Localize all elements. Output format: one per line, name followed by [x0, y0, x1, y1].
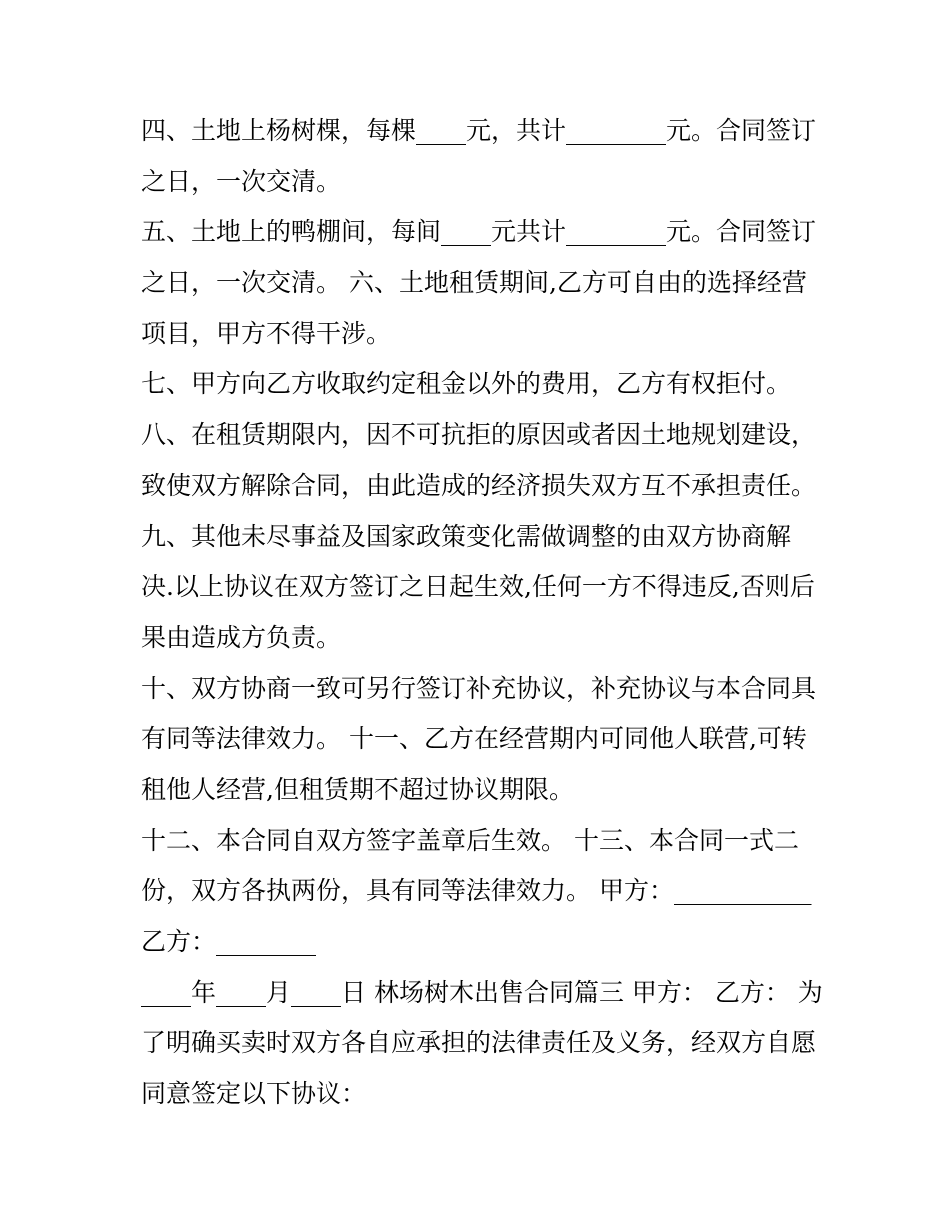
text-line: 乙方：________ [141, 927, 317, 956]
contract-text [141, 106, 821, 1120]
text-line: 份，双方各执两份，具有同等法律效力。 甲方：___________ [141, 876, 812, 906]
text-line: 有同等法律效力。 十一、乙方在经营期内可同他人联营,可转 [141, 724, 807, 754]
text-line: 之日，一次交清。 [141, 166, 342, 196]
text-line: 同意签定以下协议： [141, 1079, 367, 1109]
text-line: 九、其他未尽事益及国家政策变化需做调整的由双方协商解 [141, 521, 792, 551]
text-line: 项目，甲方不得干涉。 [141, 318, 392, 348]
text-line: 十、双方协商一致可另行签订补充协议，补充协议与本合同具 [141, 673, 817, 703]
text-line: 八、在租赁期限内，因不可抗拒的原因或者因土地规划建设， [141, 420, 817, 450]
text-line: 之日，一次交清。 六、土地租赁期间,乙方可自由的选择经营 [141, 268, 807, 298]
text-line: ____年____月____日 林场树木出售合同篇三 甲方： 乙方： 为 [141, 977, 823, 1007]
text-line: 果由造成方负责。 [141, 622, 342, 652]
text-line: 致使双方解除合同，由此造成的经济损失双方互不承担责任。 [141, 470, 817, 500]
text-line: 七、甲方向乙方收取约定租金以外的费用，乙方有权拒付。 [141, 369, 792, 399]
text-line: 租他人经营,但租赁期不超过协议期限。 [141, 774, 574, 804]
text-line: 决.以上协议在双方签订之日起生效,任何一方不得违反,否则后 [141, 572, 815, 602]
text-line: 了明确买卖时双方各自应承担的法律责任及义务，经双方自愿 [141, 1028, 817, 1058]
text-line: 十二、本合同自双方签字盖章后生效。 十三、本合同一式二 [141, 825, 799, 855]
text-line: 四、土地上杨树棵，每棵____元，共计________元。合同签订 [141, 116, 817, 145]
text-line: 五、土地上的鸭棚间，每间____元共计________元。合同签订 [141, 217, 817, 247]
